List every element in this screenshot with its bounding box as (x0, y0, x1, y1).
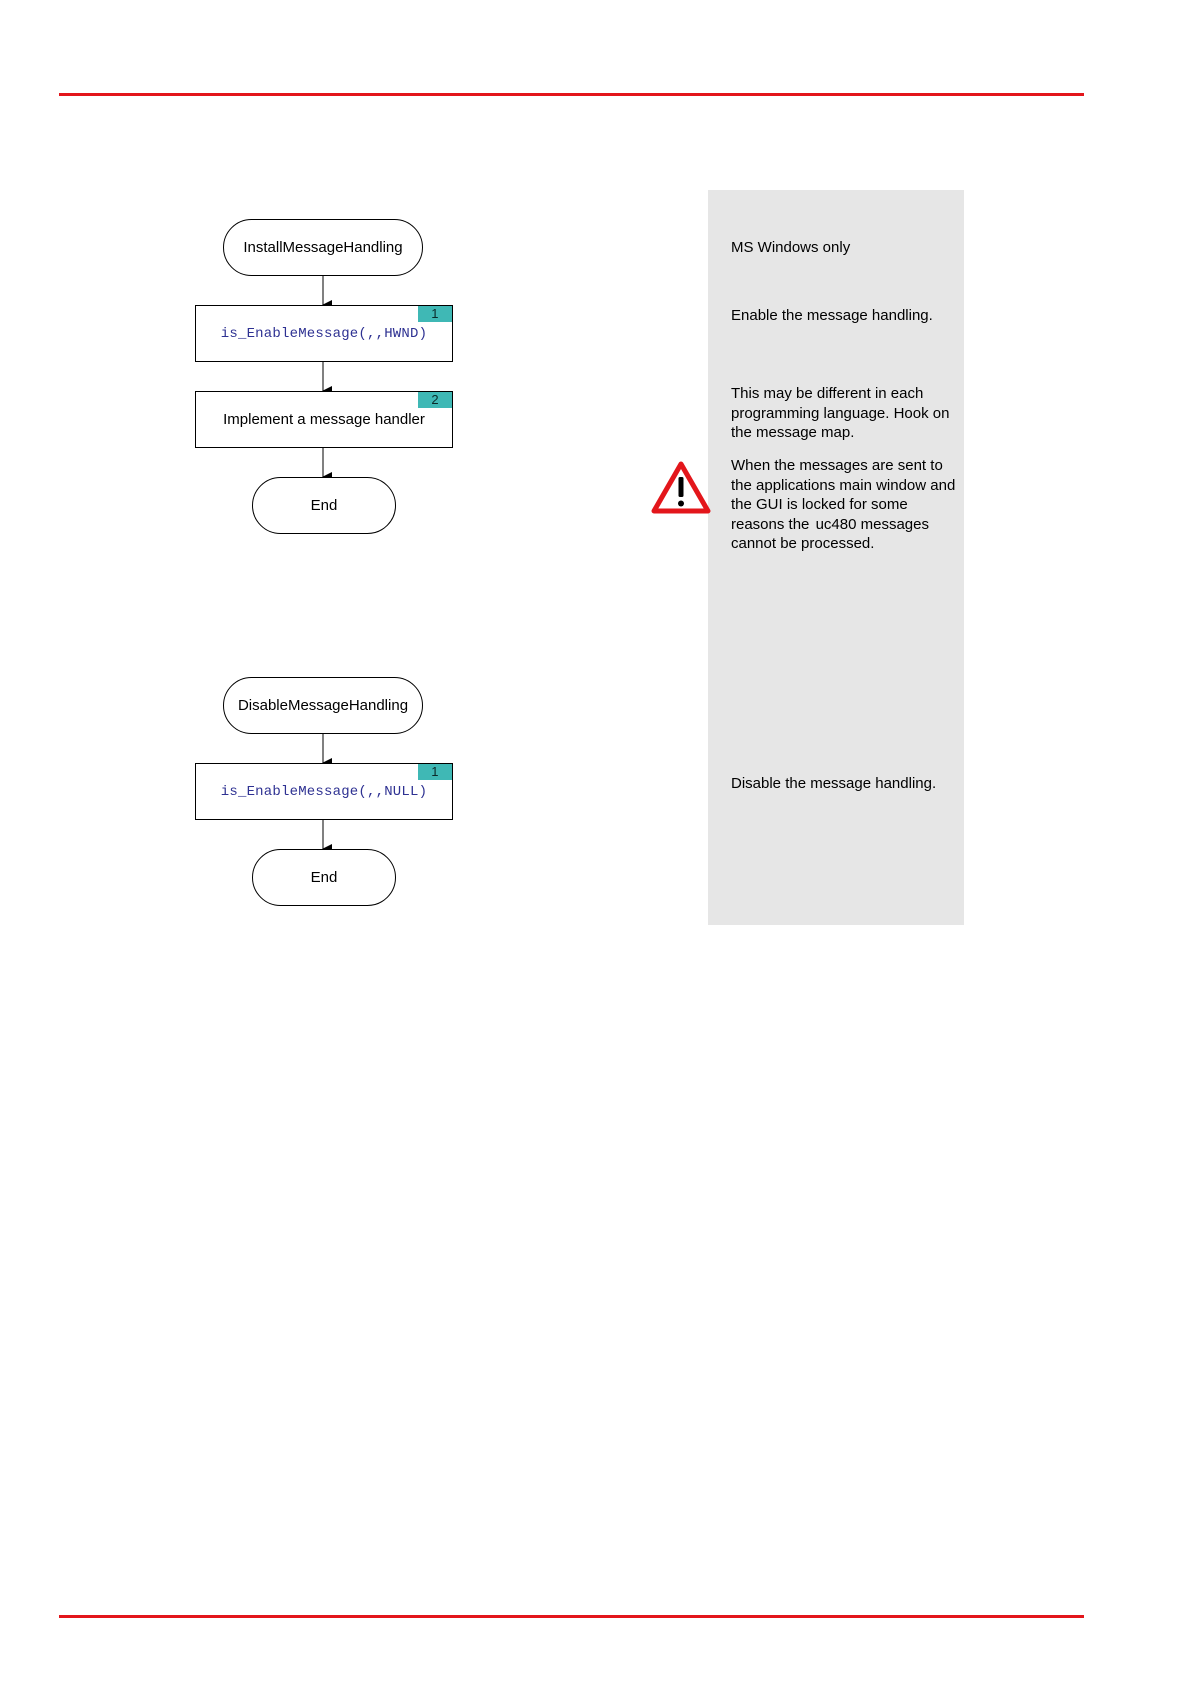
install-step-2 (195, 391, 453, 448)
install-step-1-code: is_EnableMessage(,,HWND) (220, 325, 428, 342)
install-end-label: End (310, 497, 338, 514)
note-warning-text: When the messages are sent to the applications main window and the GUI is locked for some reasons the (731, 457, 956, 533)
disable-step-1 (195, 763, 453, 820)
note-warning (731, 456, 961, 554)
disable-start-label: DisableMessageHandling (237, 697, 409, 714)
disable-step-1-badge: 1 (418, 764, 452, 780)
install-start-node (223, 219, 423, 276)
install-step-1-badge: 1 (418, 306, 452, 322)
install-step-2-badge: 2 (418, 392, 452, 408)
warning-triangle-icon (651, 460, 711, 515)
disable-end-label: End (310, 869, 338, 886)
note-warning-tail: messages cannot be processed. (731, 515, 929, 552)
note-warning-code: uc480 (815, 515, 857, 533)
note-enable: Enable the message handling. (731, 307, 933, 324)
disable-step-1-code: is_EnableMessage(,,NULL) (220, 783, 428, 800)
note-different: This may be different in each programming language. Hook on the message map. (731, 385, 950, 441)
note-disable: Disable the message handling. (731, 775, 937, 792)
disable-start-node (223, 677, 423, 734)
install-start-label: InstallMessageHandling (243, 239, 403, 256)
install-end-node (252, 477, 396, 534)
install-step-1 (195, 305, 453, 362)
note-windows-only: MS Windows only (731, 239, 851, 256)
disable-end-node (252, 849, 396, 906)
install-step-2-label: Implement a message handler (223, 411, 425, 428)
